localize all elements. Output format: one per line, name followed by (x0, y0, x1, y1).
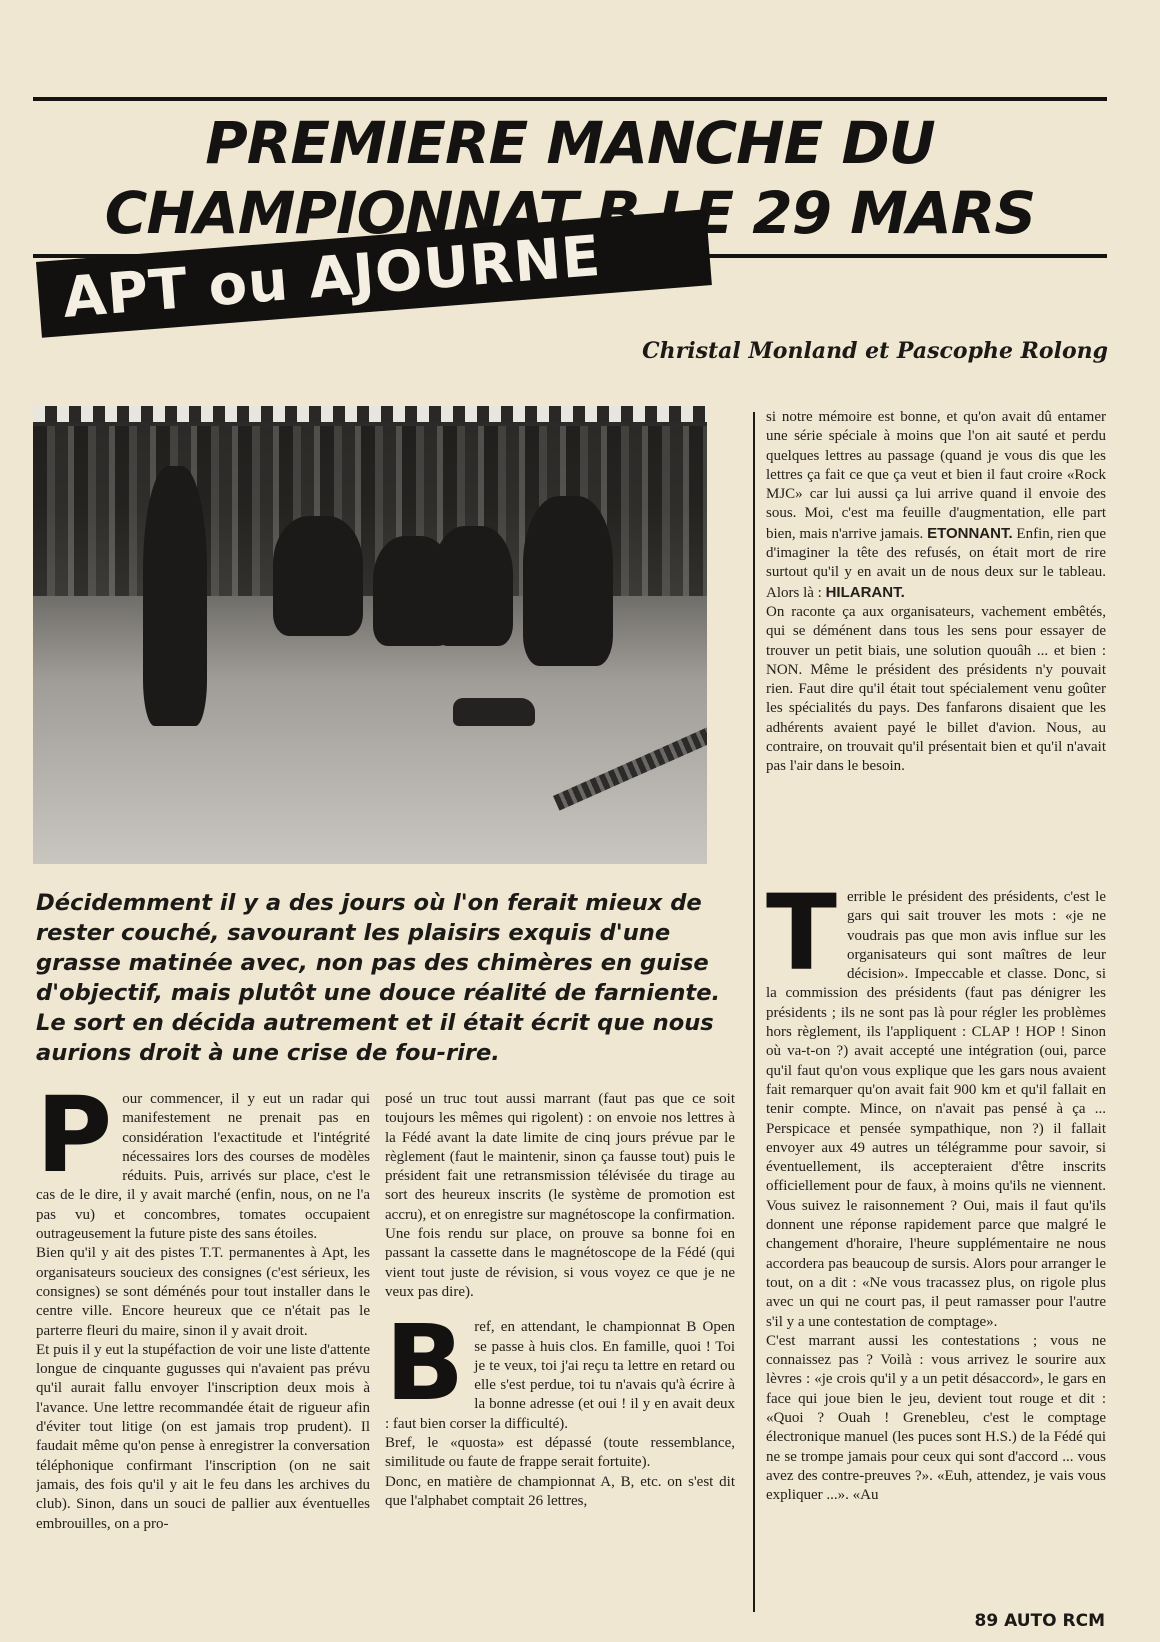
dropcap-t: T (766, 888, 837, 994)
race-photo (33, 406, 707, 864)
column-divider (753, 412, 755, 1612)
page-footer: 89 AUTO RCM (974, 1611, 1105, 1631)
title-line-2: CHAMPIONNAT B LE 29 MARS (104, 179, 1036, 247)
col3-emphasis-hilarant: HILARANT. (825, 583, 905, 601)
col3-emphasis-etonnant: ETONNANT. (927, 524, 1013, 542)
photo-person (273, 516, 363, 636)
col2-paragraph-1: posé un truc tout aussi marrant (faut pas que ce soit toujours les mêmes qui rigolent) : on envoie nos lettres à la Fédé avant la date limite de cinq jours prévue par le règlement (faut le maintenir, sinon ça fausse tout) puis le président fait une retransmission télévisée du tirage au sort des heureux inscrits (le système de promotion est accru), et on enregistre sur magnétoscope la confirmation. Une fois rendu sur place, on prouve sa bonne foi en passant la cassette dans le magnétoscope de la Fédé (qui vient tout juste de révision, si vous voyez ce que je ne veux pas dire). (385, 1091, 735, 1300)
photo-track-border (553, 698, 707, 810)
photo-rc-car (453, 698, 535, 726)
lead-text-2: Le sort en décida autrement et il était écrit que nous aurions droit à une crise de fou-rire. (36, 1010, 714, 1066)
column-1 (36, 1090, 370, 1610)
lead-text-1: Décidemment il y a des jours où l'on ferait mieux de rester couché, savourant les plaisirs exquis d'une grasse matinée avec, non pas des chimères en guise d'objectif, mais plutôt une douce réalité de farniente. (36, 890, 721, 1006)
photo-person (143, 466, 207, 726)
col4-paragraph-1: errible le président des présidents, c'est le gars qui sait trouver les mots : «je ne voudrais pas que mon avis influe sur les organisateurs qui sont maîtres de leur décision». Impeccable et classe. Donc, si la commission des présidents (faut pas dénigrer les présidents ; ils ne sont pas là pour régler les problèmes hors règlement, ils l'appliquent : CLAP ! HOP ! Sinon où va-t-on ?) avait accepté une intégration (oui, parce qu'il faut qu'on vous explique que les gars nous avaient fait remarquer qu'on avait fait 900 km et qu'il fallait en tenir compte. Mince, on n'avait pas pensé à ça ... Perspicace et pensée sympathique, non ?) il fallait envoyer aux 49 autres un télégramme pour savoir, si éventuellement, ils accepteraient d'être inscrits officiellement pour de faux, à moins qu'ils ne viennent. Vous suivez le raisonnement ? Oui, mais il faut qu'ils donnent une réponse rapidement parce que malgré le changement d'horaire, l'heure supplémentaire ne nous accordera pas beaucoup de sursis. Alors pour arranger le tout, on a dit : «Ne vous tracassez plus, on rigole plus avec un qui ne court pas, il peut ramasser pour l'autre s'il y a une contestation de comptage». (766, 889, 1106, 1330)
col1-paragraph-3: Et puis il y eut la stupéfaction de voir une liste d'attente longue de cinquante gugusses qui n'avaient pas prévu qu'il aurait fallu envoyer l'inscription deux mois à l'avance. Une lettre recommandée était de rigueur afin d'éviter tout litige (on est jamais trop prudent). Il faudait même qu'on pense à enregistrer la conversation téléphonique confirmant l'inscription (on ne sait jamais, des fois qu'il y ait le feu dans les archives du club). Sinon, dans un souci de pallier aux éventuelles embrouilles, on a pro- (36, 1341, 370, 1532)
photo-person (433, 526, 513, 646)
title-line-1: PREMIERE MANCHE DU (205, 109, 935, 177)
col3-text-2: Enfin, rien que d'imaginer la tête des refusés, on était mort de rire surtout qu'il y en avait un de nous deux sur le tableau. Alors là : (766, 525, 1106, 601)
top-rule (33, 97, 1107, 101)
column-4 (766, 888, 1106, 1610)
col1-paragraph-2: Bien qu'il y ait des pistes T.T. permanentes à Apt, les organisateurs soucieux des consignes (c'est sérieux, les consignes) se sont déménés pour tout installer dans le centre ville. Encore heureux que ce n'était pas le parterre fleuri du maire, sinon il y avait droit. (36, 1245, 370, 1339)
byline: Christal Monland et Pascophe Rolong (642, 338, 1108, 364)
col1-paragraph-1: our commencer, il y eut un radar qui manifestement ne prenait pas en considération l'exactitude et l'intégrité nécessaires lors des courses de modèles réduits. Puis, arrivés sur place, c'est le cas de le dire, il y avait marché (enfin, nous, on ne l'a pas vu) et concombres, tomates occupaient outrageusement la future piste des sans étoiles. (36, 1091, 370, 1243)
col3-text-1: si notre mémoire est bonne, et qu'on avait dû entamer une série spéciale à moins que l'on ait sauté et perdu quelques lettres au passage (quand je vous dis que les lettres ça fait ce que ça veut et bien il faut croire «Rock MJC» car lui aussi ça lui arrive quand il envoie des sous. Moi, c'est ma feuille d'augmentation, elle part bien, mais n'arrive jamais. (766, 409, 1106, 542)
banner-text: APT ou AJOURNE (60, 223, 604, 331)
col2-paragraph-2: ref, en attendant, le championnat B Open se passe à huis clos. En famille, quoi ! Toi je te veux, toi j'ai reçu ta lettre en retard ou elle s'est perdue, toi tu n'avais qu'à écrire à la bonne adresse (et oui ! il y en avait deux : faut bien corser la difficulté). (385, 1319, 735, 1432)
col4-paragraph-2: C'est marrant aussi les contestations ; vous ne connaissez pas ? Voilà : vous arrivez le sourire aux lèvres : «je crois qu'il y a un petit désaccord», le gars en face qui joue bien le jeu, devient tout rouge et dit : «Quoi ? Ouah ! Grenebleu, c'est le comptage électronique manuel (les puces sont H.S.) de la Fédé qui ne se trompe jamais pour ceux qui sont d'accord ... vous avez des contre-preuves ?». «Euh, attendez, je vais vous expliquer ...». «Au (766, 1332, 1106, 1504)
column-2 (385, 1090, 735, 1610)
col2-paragraph-3: Bref, le «quosta» est dépassé (toute ressemblance, similitude ou faute de frappe serait fortuite). (385, 1435, 735, 1471)
dropcap-b: B (385, 1302, 465, 1425)
column-3 (766, 408, 1106, 842)
col2-paragraph-4: Donc, en matière de championnat A, B, etc. on s'est dit que l'alphabet comptait 26 lettres, (385, 1473, 735, 1509)
photo-person (523, 496, 613, 666)
dropcap-p: P (36, 1090, 113, 1196)
photo-awning (33, 406, 707, 422)
lead-paragraph (36, 888, 736, 1068)
col3-paragraph-2: On raconte ça aux organisateurs, vachement embêtés, qui se déménent dans tous les sens pour essayer de trouver un petit biais, une solution quouâh ... et bien : NON. Même le président des présidents n'y pouvait rien. Faut dire qu'il était tout spécialement venu goûter les spécialités du pays. Des fanfarons disaient que les adhérents avaient payé le billet d'avion. Nous, au contraire, on trouvait qu'il présentait bien et qu'il n'avait pas l'air dans le besoin. (766, 603, 1106, 775)
